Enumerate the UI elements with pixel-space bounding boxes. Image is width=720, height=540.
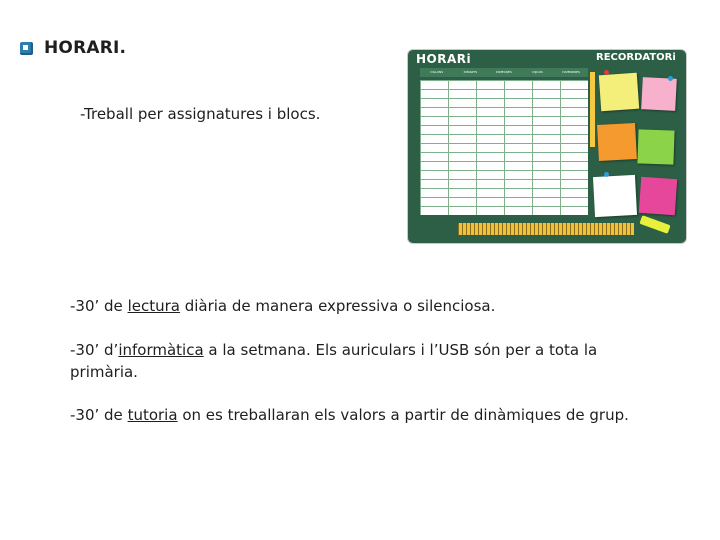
board-title: HORARi	[416, 52, 472, 66]
link-tutoring[interactable]: tutoria	[127, 406, 178, 424]
pin-icon	[604, 70, 609, 75]
schedule-grid	[420, 68, 588, 243]
grid-col-1: DIMARTS	[463, 70, 478, 74]
pin-icon	[604, 172, 609, 177]
sticky-note	[641, 77, 677, 111]
grid-col-4: DIVENDRES	[562, 70, 580, 74]
marker-icon	[639, 215, 670, 234]
heading	[20, 38, 126, 58]
heading-text: HORARI.	[44, 38, 127, 58]
paragraph-suffix: on es treballaran els valors a partir de dinàmiques de grup.	[177, 406, 629, 424]
paragraph-reading	[70, 295, 640, 317]
schedule-board-illustration	[408, 50, 686, 243]
grid-header	[420, 68, 588, 77]
subtitle: -Treball per assignatures i blocs.	[80, 105, 321, 123]
sticky-note	[599, 73, 639, 112]
grid-col-0: DILLUNS	[430, 70, 444, 74]
link-computing[interactable]: informàtica	[118, 341, 204, 359]
sticky-note	[593, 175, 637, 217]
board-title-reminders: RECORDATORi	[596, 52, 676, 63]
paragraph-suffix: diària de manera expressiva o silenciosa.	[179, 297, 496, 315]
sticky-note	[637, 129, 674, 164]
sticky-note	[597, 123, 637, 161]
link-reading[interactable]: lectura	[127, 297, 180, 315]
paragraph-computing	[70, 339, 640, 383]
paragraph-tutoring	[70, 404, 640, 426]
grid-body	[420, 80, 588, 215]
pencil-icon	[590, 72, 595, 147]
paragraph-prefix: -30’ d’	[70, 341, 119, 359]
paragraph-prefix: -30’ de	[70, 297, 128, 315]
grid-col-2: DIMECRES	[496, 70, 512, 74]
paragraph-prefix: -30’ de	[70, 406, 128, 424]
paragraph-suffix: a la setmana. Els auriculars i l’USB són per a tota la primària.	[70, 341, 598, 381]
grid-col-3: DIJOUS	[532, 70, 543, 74]
bullet-square-icon	[20, 42, 33, 55]
sticky-note	[639, 177, 677, 215]
pin-icon	[668, 76, 673, 81]
ruler-icon	[458, 223, 634, 235]
